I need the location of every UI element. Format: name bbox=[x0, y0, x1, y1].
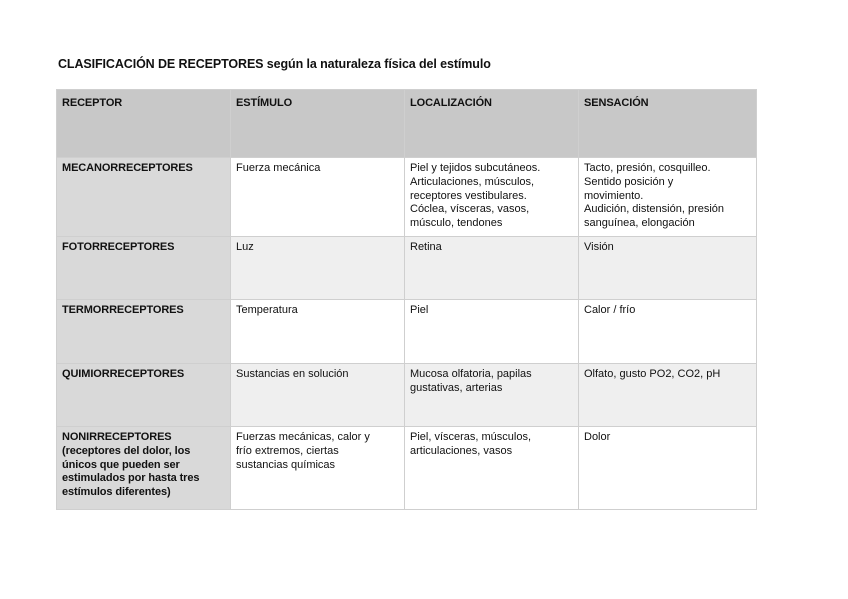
estimulo-cell bbox=[231, 427, 405, 510]
estimulo-cell bbox=[231, 237, 405, 300]
sensacion-cell bbox=[579, 237, 757, 300]
receptor-cell bbox=[57, 300, 231, 364]
cell-line: Visión bbox=[584, 241, 614, 253]
cell-line: únicos que pueden ser bbox=[62, 458, 180, 471]
cell-line: Olfato, gusto PO2, CO2, pH bbox=[584, 368, 721, 380]
cell-line: frío extremos, ciertas bbox=[236, 444, 339, 457]
receptor-cell bbox=[57, 427, 231, 510]
column-header-estimulo: ESTÍMULO bbox=[231, 90, 405, 158]
sensacion-cell bbox=[579, 300, 757, 364]
cell-line: Piel bbox=[410, 304, 429, 316]
table-row bbox=[57, 300, 757, 364]
column-header-localizacion: LOCALIZACIÓN bbox=[405, 90, 579, 158]
cell-line: Piel, vísceras, músculos, bbox=[410, 431, 532, 443]
table-row bbox=[57, 427, 757, 510]
cell-line: Piel y tejidos subcutáneos. bbox=[410, 162, 541, 174]
cell-line: Audición, distensión, presión bbox=[584, 203, 725, 216]
estimulo-cell bbox=[231, 364, 405, 427]
cell-line: (receptores del dolor, los bbox=[62, 444, 191, 457]
header-row bbox=[57, 90, 757, 158]
receptor-cell bbox=[57, 237, 231, 300]
table-row bbox=[57, 237, 757, 300]
cell-line: Calor / frío bbox=[584, 304, 636, 316]
cell-line: articulaciones, vasos bbox=[410, 444, 513, 457]
cell-line: receptores vestibulares. bbox=[410, 189, 527, 202]
estimulo-cell bbox=[231, 300, 405, 364]
cell-line: estímulos diferentes) bbox=[62, 486, 171, 499]
cell-line: músculo, tendones bbox=[410, 217, 503, 230]
cell-line: Cóclea, vísceras, vasos, bbox=[410, 203, 530, 216]
cell-line: Temperatura bbox=[236, 304, 298, 316]
cell-line: Sustancias en solución bbox=[236, 368, 349, 380]
cell-line: sustancias químicas bbox=[236, 458, 336, 471]
page-title: CLASIFICACIÓN DE RECEPTORES según la naturaleza física del estímulo bbox=[58, 57, 491, 71]
table-row bbox=[57, 364, 757, 427]
table-row bbox=[57, 158, 757, 237]
cell-line: FOTORRECEPTORES bbox=[62, 241, 175, 253]
cell-line: Luz bbox=[236, 241, 254, 253]
cell-line: movimiento. bbox=[584, 189, 644, 202]
localizacion-cell bbox=[405, 158, 579, 237]
receptor-classification-table bbox=[56, 89, 757, 510]
sensacion-cell bbox=[579, 427, 757, 510]
cell-line: Retina bbox=[410, 241, 442, 253]
column-header-sensacion: SENSACIÓN bbox=[579, 90, 757, 158]
cell-line: Articulaciones, músculos, bbox=[410, 175, 535, 188]
cell-line: Mucosa olfatoria, papilas bbox=[410, 368, 532, 380]
cell-line: QUIMIORRECEPTORES bbox=[62, 368, 185, 380]
localizacion-cell bbox=[405, 300, 579, 364]
estimulo-cell bbox=[231, 158, 405, 237]
cell-line: Sentido posición y bbox=[584, 175, 674, 188]
cell-line: Tacto, presión, cosquilleo. bbox=[584, 162, 711, 174]
cell-line: gustativas, arterias bbox=[410, 381, 503, 394]
cell-line: Fuerza mecánica bbox=[236, 162, 321, 174]
localizacion-cell bbox=[405, 237, 579, 300]
cell-line: Dolor bbox=[584, 431, 611, 443]
column-header-receptor: RECEPTOR bbox=[57, 90, 231, 158]
cell-line: sanguínea, elongación bbox=[584, 217, 695, 230]
localizacion-cell bbox=[405, 364, 579, 427]
localizacion-cell bbox=[405, 427, 579, 510]
sensacion-cell bbox=[579, 158, 757, 237]
cell-line: TERMORRECEPTORES bbox=[62, 304, 184, 316]
receptor-cell bbox=[57, 158, 231, 237]
cell-line: NONIRRECEPTORES bbox=[62, 431, 172, 443]
receptor-cell bbox=[57, 364, 231, 427]
cell-line: MECANORRECEPTORES bbox=[62, 162, 193, 174]
sensacion-cell bbox=[579, 364, 757, 427]
cell-line: estimulados por hasta tres bbox=[62, 472, 200, 485]
cell-line: Fuerzas mecánicas, calor y bbox=[236, 431, 370, 443]
